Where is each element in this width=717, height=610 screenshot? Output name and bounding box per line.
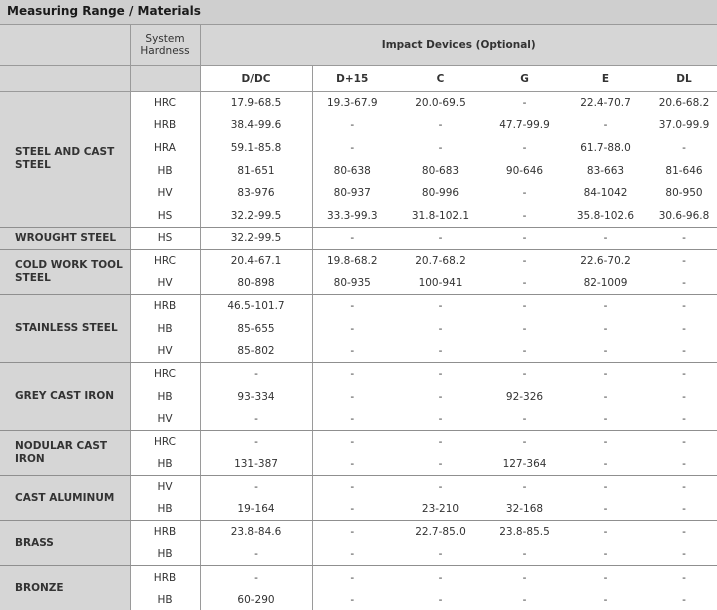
- range-value: 20.6-68.2: [658, 97, 710, 110]
- range-value: -: [560, 589, 651, 610]
- range-value: 31.8-102.1: [392, 204, 489, 227]
- section-title-bar: [0, 0, 717, 25]
- hardness-scale: HRC: [130, 250, 200, 273]
- range-value: -: [651, 453, 717, 476]
- range-value: 80-937: [333, 187, 371, 200]
- range-value: -: [603, 322, 608, 335]
- hardness-scale: HV: [130, 182, 200, 205]
- range-value: -: [438, 300, 443, 313]
- range-value: -: [651, 408, 717, 431]
- range-value: 92-326: [505, 390, 544, 403]
- range-value: -: [682, 368, 686, 381]
- table-row: [0, 295, 717, 318]
- range-value: 90-646: [505, 164, 544, 177]
- range-value: -: [438, 368, 443, 381]
- range-value: 80-950: [665, 187, 703, 200]
- hardness-scale: HB: [130, 159, 200, 182]
- range-value: -: [603, 390, 608, 403]
- range-value: -: [350, 368, 355, 381]
- device-header-g: G: [489, 66, 560, 92]
- material-label: STAINLESS STEEL: [0, 295, 130, 363]
- range-value: -: [392, 453, 489, 476]
- range-value: -: [603, 119, 608, 132]
- range-value: -: [350, 300, 355, 313]
- range-value: 30.6-96.8: [651, 204, 717, 227]
- material-label: STEEL AND CAST STEEL: [0, 92, 130, 228]
- material-label: GREY CAST IRON: [0, 363, 130, 431]
- device-header-e: E: [560, 66, 651, 92]
- range-value: -: [350, 390, 355, 403]
- measuring-range-table: [0, 25, 717, 610]
- range-value: -: [489, 543, 560, 566]
- material-label: NODULAR CAST IRON: [0, 430, 130, 475]
- range-value: -: [438, 571, 443, 584]
- range-value: -: [560, 453, 651, 476]
- range-value: -: [200, 363, 312, 386]
- range-value: 85-802: [200, 340, 312, 363]
- table-row: [0, 566, 717, 589]
- range-value: -: [489, 408, 560, 431]
- header-row-devices: [0, 66, 717, 92]
- hardness-scale: HRB: [130, 521, 200, 544]
- hardness-scale: HRC: [130, 92, 200, 115]
- hardness-scale: HV: [130, 272, 200, 295]
- range-value: -: [522, 481, 527, 494]
- system-hardness-header: System Hardness: [130, 25, 200, 66]
- range-value: 83-976: [200, 182, 312, 205]
- range-value: -: [522, 571, 527, 584]
- range-value: 80-638: [333, 164, 371, 177]
- range-value: -: [560, 227, 651, 250]
- hardness-scale: HRA: [130, 137, 200, 160]
- range-value: 81-651: [200, 159, 312, 182]
- range-value: 17.9-68.5: [200, 92, 312, 115]
- range-value: -: [603, 368, 608, 381]
- range-value: -: [350, 141, 355, 154]
- range-value: -: [312, 543, 392, 566]
- range-value: -: [392, 408, 489, 431]
- range-value: 19.8-68.2: [326, 255, 378, 268]
- range-value: -: [350, 526, 355, 539]
- range-value: -: [489, 340, 560, 363]
- table-row: [0, 92, 717, 115]
- range-value: 59.1-85.8: [200, 137, 312, 160]
- range-value: 80-683: [421, 164, 460, 177]
- hardness-scale: HV: [130, 408, 200, 431]
- range-value: -: [200, 430, 312, 453]
- range-value: -: [489, 272, 560, 295]
- range-value: -: [438, 322, 443, 335]
- range-value: 80-935: [312, 272, 392, 295]
- range-value: -: [392, 227, 489, 250]
- range-value: -: [312, 589, 392, 610]
- device-header-d15: D+15: [312, 66, 392, 92]
- range-value: 19.3-67.9: [326, 97, 378, 110]
- range-value: -: [200, 408, 312, 431]
- impact-devices-header: Impact Devices (Optional): [200, 25, 717, 66]
- range-value: 81-646: [665, 164, 703, 177]
- hardness-scale: HB: [130, 498, 200, 521]
- range-value: 61.7-88.0: [580, 141, 631, 154]
- range-value: -: [200, 476, 312, 499]
- range-value: -: [682, 526, 686, 539]
- range-value: -: [200, 543, 312, 566]
- range-value: 100-941: [392, 272, 489, 295]
- range-value: 131-387: [200, 453, 312, 476]
- range-value: -: [603, 571, 608, 584]
- range-value: -: [312, 453, 392, 476]
- range-value: -: [522, 300, 527, 313]
- range-value: -: [350, 571, 355, 584]
- table-row: [0, 363, 717, 386]
- header-row-top: [0, 25, 717, 66]
- range-value: -: [651, 227, 717, 250]
- material-label: BRONZE: [0, 566, 130, 610]
- table-row: [0, 430, 717, 453]
- range-value: 80-996: [421, 187, 460, 200]
- range-value: 38.4-99.6: [200, 114, 312, 137]
- range-value: -: [651, 272, 717, 295]
- range-value: -: [651, 498, 717, 521]
- range-value: -: [603, 300, 608, 313]
- hardness-scale: HS: [130, 204, 200, 227]
- hardness-scale: HB: [130, 543, 200, 566]
- range-value: -: [522, 141, 527, 154]
- material-label: WROUGHT STEEL: [0, 227, 130, 250]
- table-row: [0, 227, 717, 250]
- range-value: -: [603, 481, 608, 494]
- range-value: 46.5-101.7: [200, 295, 312, 318]
- range-value: -: [682, 300, 686, 313]
- range-value: 93-334: [200, 385, 312, 408]
- range-value: -: [560, 543, 651, 566]
- range-value: 22.7-85.0: [415, 526, 466, 539]
- section-title: Measuring Range / Materials: [7, 4, 201, 18]
- hardness-scale: HRB: [130, 295, 200, 318]
- range-value: 22.4-70.7: [580, 97, 631, 110]
- device-header-dl: DL: [651, 66, 717, 92]
- range-value: 23.8-84.6: [200, 521, 312, 544]
- range-value: -: [603, 435, 608, 448]
- range-value: -: [651, 543, 717, 566]
- range-value: 60-290: [200, 589, 312, 610]
- range-value: 80-898: [200, 272, 312, 295]
- hardness-scale: HS: [130, 227, 200, 250]
- range-value: -: [312, 498, 392, 521]
- range-value: -: [603, 526, 608, 539]
- range-value: -: [651, 589, 717, 610]
- range-value: -: [682, 571, 686, 584]
- range-value: -: [682, 141, 686, 154]
- range-value: 32.2-99.5: [200, 227, 312, 250]
- range-value: -: [522, 187, 527, 200]
- range-value: -: [522, 97, 527, 110]
- hardness-scale: HB: [130, 385, 200, 408]
- range-value: 20.7-68.2: [415, 255, 466, 268]
- range-value: 84-1042: [583, 187, 628, 200]
- range-value: 32.2-99.5: [200, 204, 312, 227]
- table-row: [0, 521, 717, 544]
- range-value: 83-663: [586, 164, 625, 177]
- range-value: -: [438, 481, 443, 494]
- range-value: -: [350, 119, 355, 132]
- range-value: 19-164: [200, 498, 312, 521]
- range-value: -: [522, 368, 527, 381]
- device-header-d-dc: D/DC: [200, 66, 312, 92]
- hardness-scale: HRC: [130, 430, 200, 453]
- range-value: -: [438, 141, 443, 154]
- range-value: -: [489, 227, 560, 250]
- range-value: -: [560, 498, 651, 521]
- range-value: 35.8-102.6: [560, 204, 651, 227]
- range-value: -: [392, 589, 489, 610]
- range-value: 37.0-99.9: [658, 119, 710, 132]
- material-label: BRASS: [0, 521, 130, 566]
- table-row: [0, 476, 717, 499]
- material-label: CAST ALUMINUM: [0, 476, 130, 521]
- range-value: -: [312, 340, 392, 363]
- range-value: -: [682, 390, 686, 403]
- range-value: 85-655: [200, 317, 312, 340]
- hardness-scale: HRC: [130, 363, 200, 386]
- range-value: 20.4-67.1: [200, 250, 312, 273]
- range-value: -: [682, 435, 686, 448]
- range-value: 82-1009: [560, 272, 651, 295]
- range-value: -: [682, 481, 686, 494]
- header-blank-cell: [0, 66, 130, 92]
- range-value: -: [350, 435, 355, 448]
- range-value: 23-210: [392, 498, 489, 521]
- range-value: -: [651, 340, 717, 363]
- range-value: -: [392, 340, 489, 363]
- range-value: -: [438, 435, 443, 448]
- range-value: -: [522, 322, 527, 335]
- header-blank-cell: [0, 25, 130, 66]
- hardness-scale: HB: [130, 453, 200, 476]
- hardness-scale: HRB: [130, 114, 200, 137]
- range-value: -: [312, 408, 392, 431]
- range-value: -: [438, 390, 443, 403]
- table-row: [0, 250, 717, 273]
- range-value: -: [350, 481, 355, 494]
- range-value: 47.7-99.9: [499, 119, 550, 132]
- header-blank-cell: [130, 66, 200, 92]
- device-header-c: C: [392, 66, 489, 92]
- range-value: -: [489, 589, 560, 610]
- hardness-scale: HRB: [130, 566, 200, 589]
- range-value: 20.0-69.5: [415, 97, 466, 110]
- range-value: 32-168: [489, 498, 560, 521]
- range-value: -: [392, 543, 489, 566]
- hardness-scale: HB: [130, 589, 200, 610]
- range-value: -: [522, 255, 527, 268]
- hardness-scale: HV: [130, 340, 200, 363]
- range-value: 22.6-70.2: [580, 255, 631, 268]
- range-value: 23.8-85.5: [499, 526, 550, 539]
- range-value: -: [682, 255, 686, 268]
- range-value: -: [560, 408, 651, 431]
- range-value: -: [350, 322, 355, 335]
- hardness-scale: HB: [130, 317, 200, 340]
- range-value: -: [560, 340, 651, 363]
- range-value: 33.3-99.3: [312, 204, 392, 227]
- range-value: -: [200, 566, 312, 589]
- range-value: 127-364: [489, 453, 560, 476]
- range-value: -: [438, 119, 443, 132]
- range-value: -: [522, 435, 527, 448]
- material-label: COLD WORK TOOL STEEL: [0, 250, 130, 295]
- range-value: -: [682, 322, 686, 335]
- hardness-scale: HV: [130, 476, 200, 499]
- range-value: -: [312, 227, 392, 250]
- range-value: -: [489, 204, 560, 227]
